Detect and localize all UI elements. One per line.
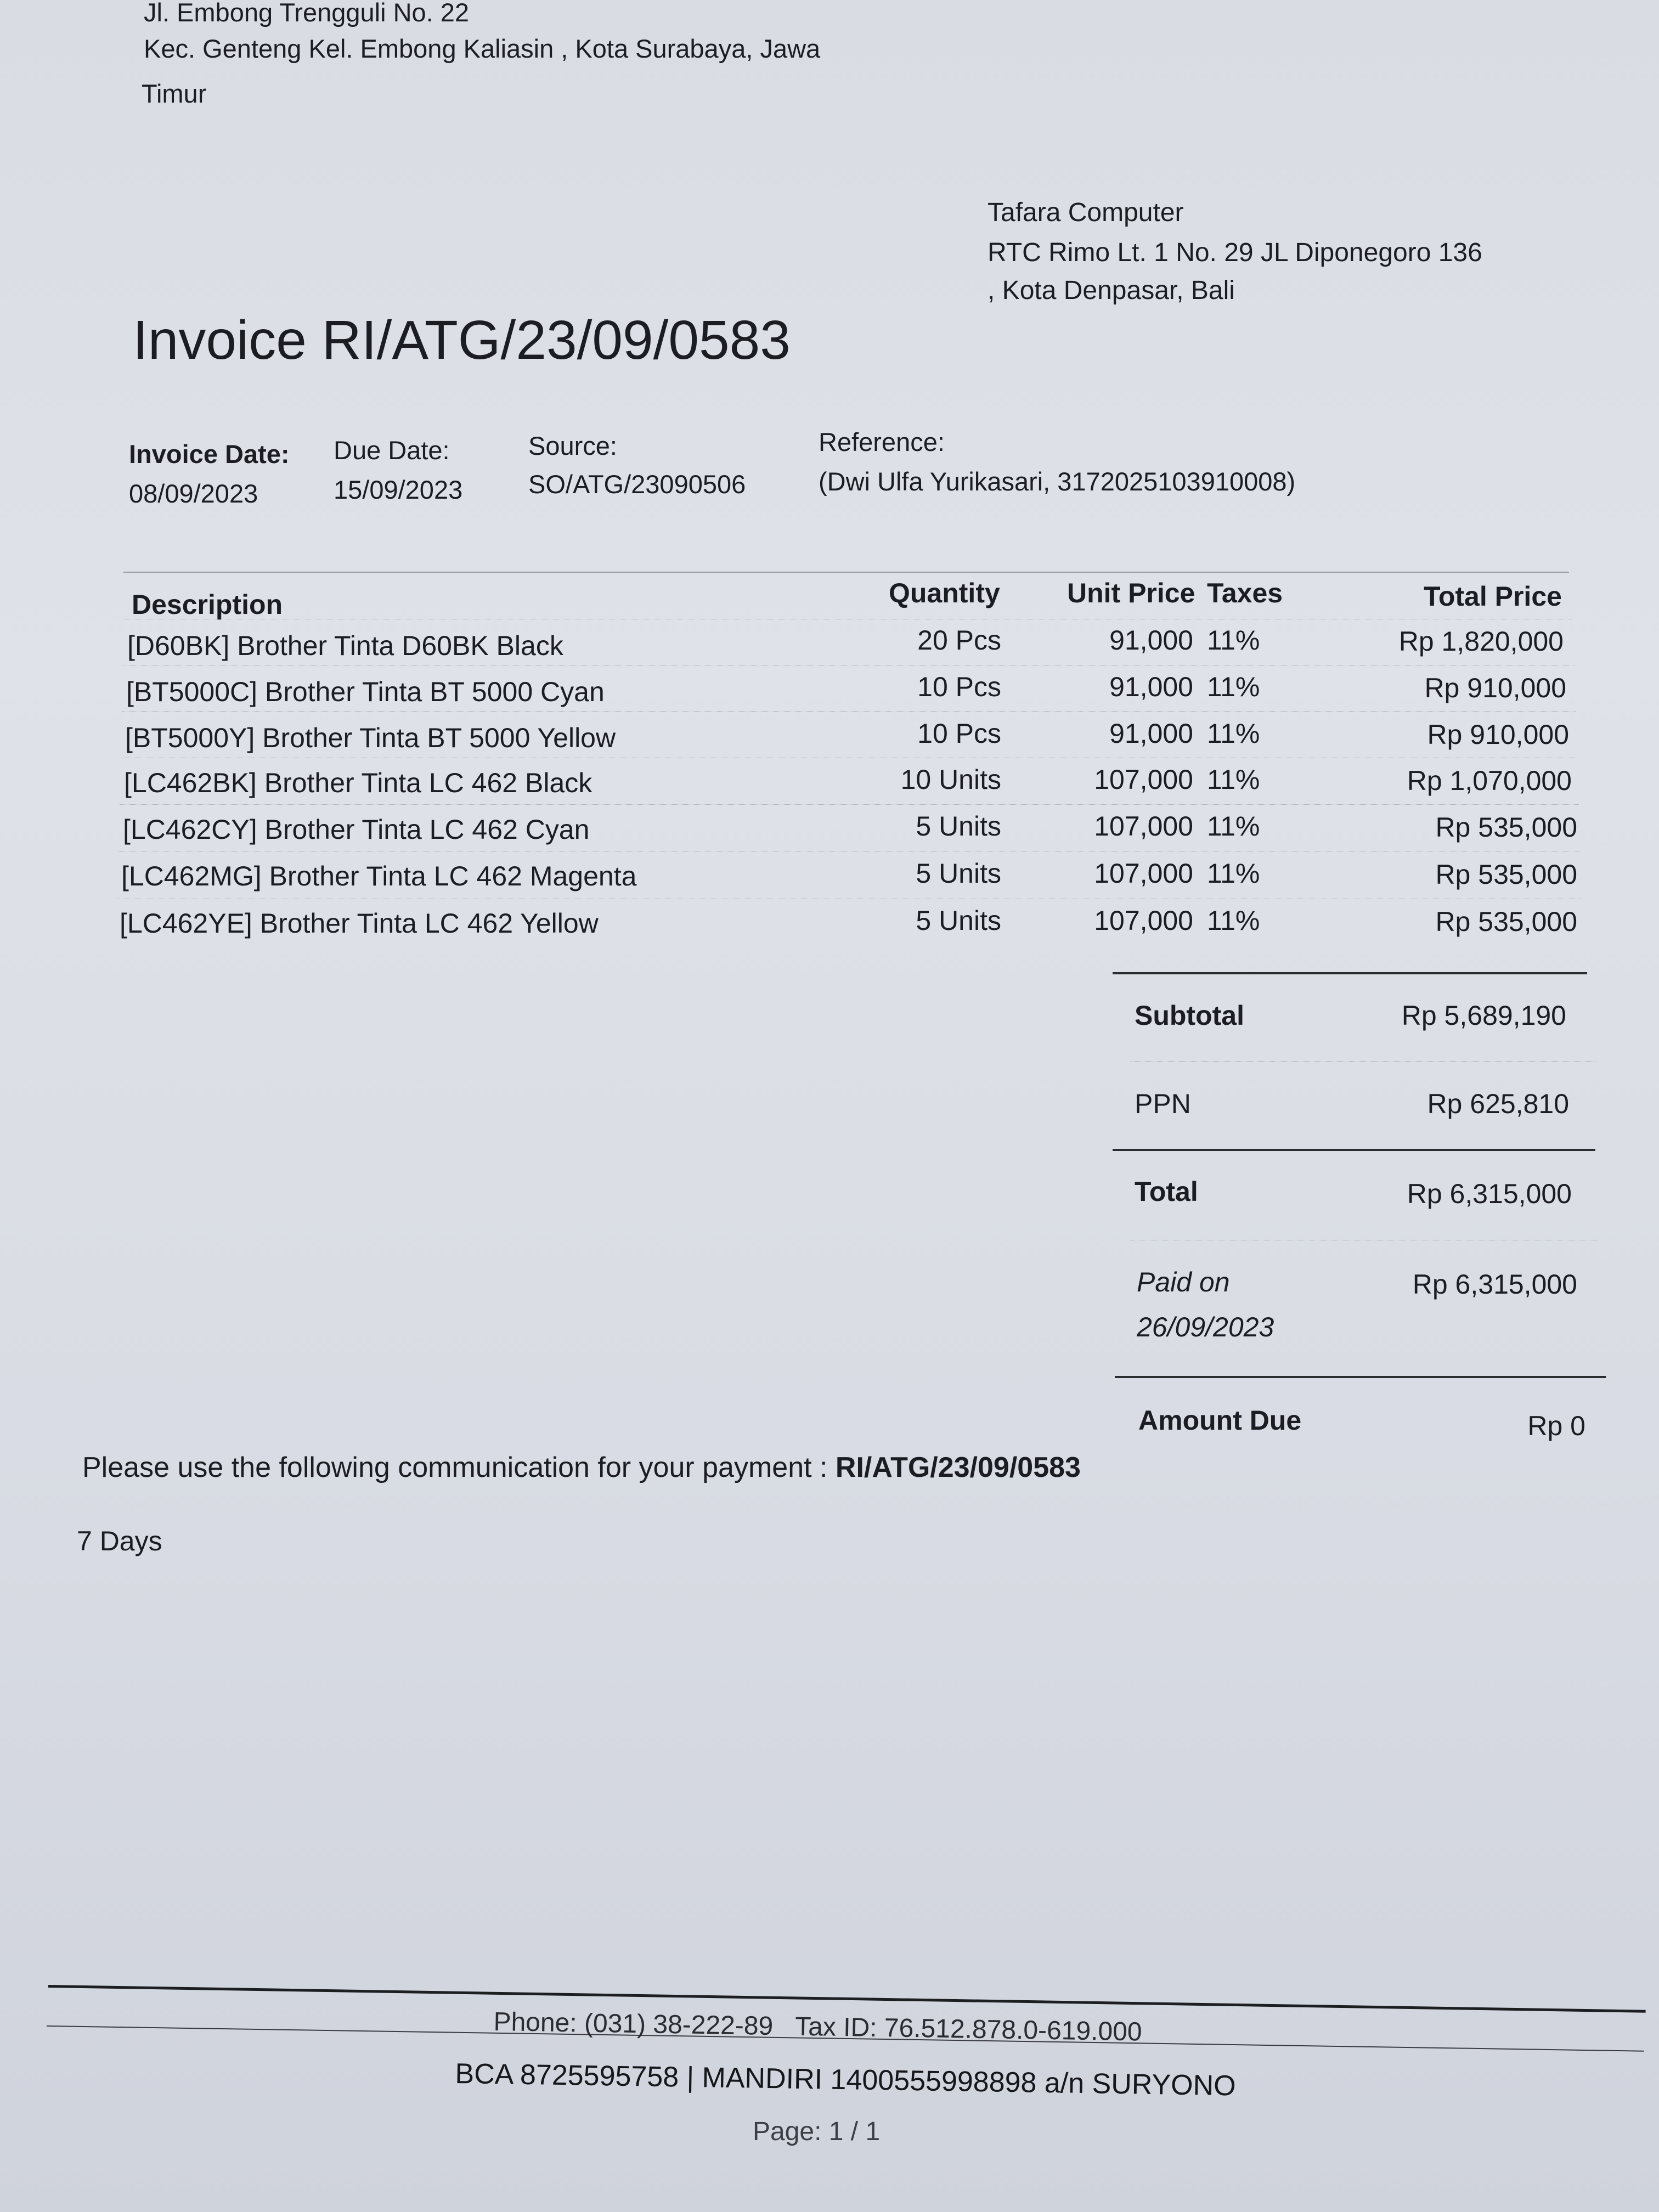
amount-due-label: Amount Due: [1138, 1405, 1302, 1436]
row-5-unit-price: 107,000: [1094, 811, 1193, 842]
header-quantity: Quantity: [889, 578, 1000, 608]
row-1-unit-price: 91,000: [1109, 625, 1193, 656]
customer-address-line-2: , Kota Denpasar, Bali: [988, 276, 1235, 305]
row-7-total: Rp 535,000: [1435, 906, 1577, 937]
header-taxes: Taxes: [1207, 578, 1283, 608]
row-6-unit-price: 107,000: [1094, 858, 1193, 889]
row-4-unit-price: 107,000: [1094, 764, 1193, 795]
row-6-description: [LC462MG] Brother Tinta LC 462 Magenta: [121, 861, 637, 891]
row-3-description: [BT5000Y] Brother Tinta BT 5000 Yellow: [125, 723, 616, 753]
row-3-unit-price: 91,000: [1109, 718, 1193, 749]
source-value: SO/ATG/23090506: [528, 470, 746, 499]
total-value: Rp 6,315,000: [1407, 1178, 1572, 1209]
header-total-price: Total Price: [1424, 581, 1562, 612]
row-7-description: [LC462YE] Brother Tinta LC 462 Yellow: [120, 908, 599, 939]
row-6-total: Rp 535,000: [1435, 859, 1577, 890]
row-2-taxes: 11%: [1207, 672, 1260, 702]
totals-top-rule: [1113, 972, 1587, 974]
row-5-description: [LC462CY] Brother Tinta LC 462 Cyan: [123, 814, 590, 845]
row-1-quantity: 20 Pcs: [917, 625, 1001, 656]
total-label: Total: [1135, 1176, 1198, 1207]
row-divider: [122, 711, 1576, 712]
total-rule: [1113, 1149, 1595, 1151]
invoice-date-label: Invoice Date:: [129, 439, 290, 469]
due-date-value: 15/09/2023: [334, 475, 463, 504]
footer-page-number: Page: 1 / 1: [753, 2117, 881, 2146]
row-2-quantity: 10 Pcs: [917, 672, 1001, 702]
row-3-total: Rp 910,000: [1427, 719, 1569, 750]
footer-tax-id: Tax ID: 76.512.878.0-619.000: [794, 2012, 1143, 2047]
payment-communication: [82, 1451, 1081, 1484]
row-4-description: [LC462BK] Brother Tinta LC 462 Black: [124, 768, 592, 798]
footer-phone: Phone: (031) 38-222-89: [493, 2007, 774, 2041]
table-top-rule: [123, 572, 1569, 573]
ppn-value: Rp 625,810: [1427, 1088, 1569, 1119]
invoice-title: Invoice RI/ATG/23/09/0583: [133, 309, 791, 371]
paid-amount: Rp 6,315,000: [1412, 1269, 1577, 1300]
payment-communication-text: Please use the following communication for your payment :: [82, 1452, 836, 1483]
footer-contact: [493, 2007, 1142, 2047]
customer-address-line-1: RTC Rimo Lt. 1 No. 29 JL Diponegoro 136: [988, 238, 1482, 267]
source-label: Source:: [528, 431, 617, 460]
row-4-taxes: 11%: [1207, 764, 1260, 795]
invoice-date-value: 08/09/2023: [129, 479, 258, 508]
ppn-label: PPN: [1135, 1088, 1191, 1119]
reference-value: (Dwi Ulfa Yurikasari, 3172025103910008): [819, 467, 1296, 496]
row-5-total: Rp 535,000: [1435, 812, 1577, 843]
subtotal-label: Subtotal: [1135, 1000, 1244, 1031]
amount-due-rule: [1115, 1376, 1606, 1378]
payment-reference: RI/ATG/23/09/0583: [835, 1452, 1081, 1483]
row-7-quantity: 5 Units: [916, 905, 1001, 936]
row-1-total: Rp 1,820,000: [1398, 626, 1564, 657]
row-divider: [120, 804, 1579, 805]
paid-on-label: Paid on: [1137, 1267, 1230, 1297]
row-7-taxes: 11%: [1207, 905, 1260, 936]
row-5-quantity: 5 Units: [916, 811, 1001, 842]
header-description: Description: [132, 589, 283, 620]
row-6-taxes: 11%: [1207, 858, 1260, 889]
row-3-taxes: 11%: [1207, 718, 1260, 749]
amount-due-value: Rp 0: [1527, 1410, 1585, 1441]
row-4-total: Rp 1,070,000: [1407, 765, 1572, 796]
due-date-label: Due Date:: [334, 436, 450, 465]
reference-label: Reference:: [819, 427, 945, 456]
footer-rule-top: [48, 1985, 1646, 2013]
row-5-taxes: 11%: [1207, 811, 1260, 842]
paid-on-date: 26/09/2023: [1137, 1312, 1274, 1342]
row-3-quantity: 10 Pcs: [917, 718, 1001, 749]
company-address-line-1: Jl. Embong Trengguli No. 22: [144, 0, 470, 27]
subtotal-value: Rp 5,689,190: [1401, 1000, 1566, 1031]
company-address-line-3: Timur: [142, 79, 207, 108]
payment-terms: 7 Days: [77, 1526, 162, 1556]
header-unit-price: Unit Price: [1067, 578, 1195, 608]
row-4-quantity: 10 Units: [900, 764, 1001, 795]
row-2-unit-price: 91,000: [1109, 672, 1193, 702]
customer-name: Tafara Computer: [988, 198, 1184, 227]
row-6-quantity: 5 Units: [916, 858, 1001, 889]
subtotal-divider: [1130, 1061, 1596, 1062]
footer-bank-accounts: BCA 8725595758 | MANDIRI 1400555998898 a/n SURYONO: [455, 2057, 1237, 2102]
company-address-line-2: Kec. Genteng Kel. Embong Kaliasin , Kota Surabaya, Jawa: [144, 34, 821, 63]
row-7-unit-price: 107,000: [1094, 905, 1193, 936]
row-2-total: Rp 910,000: [1424, 673, 1566, 703]
row-1-description: [D60BK] Brother Tinta D60BK Black: [127, 630, 563, 661]
row-1-taxes: 11%: [1207, 625, 1260, 656]
row-2-description: [BT5000C] Brother Tinta BT 5000 Cyan: [126, 676, 605, 707]
